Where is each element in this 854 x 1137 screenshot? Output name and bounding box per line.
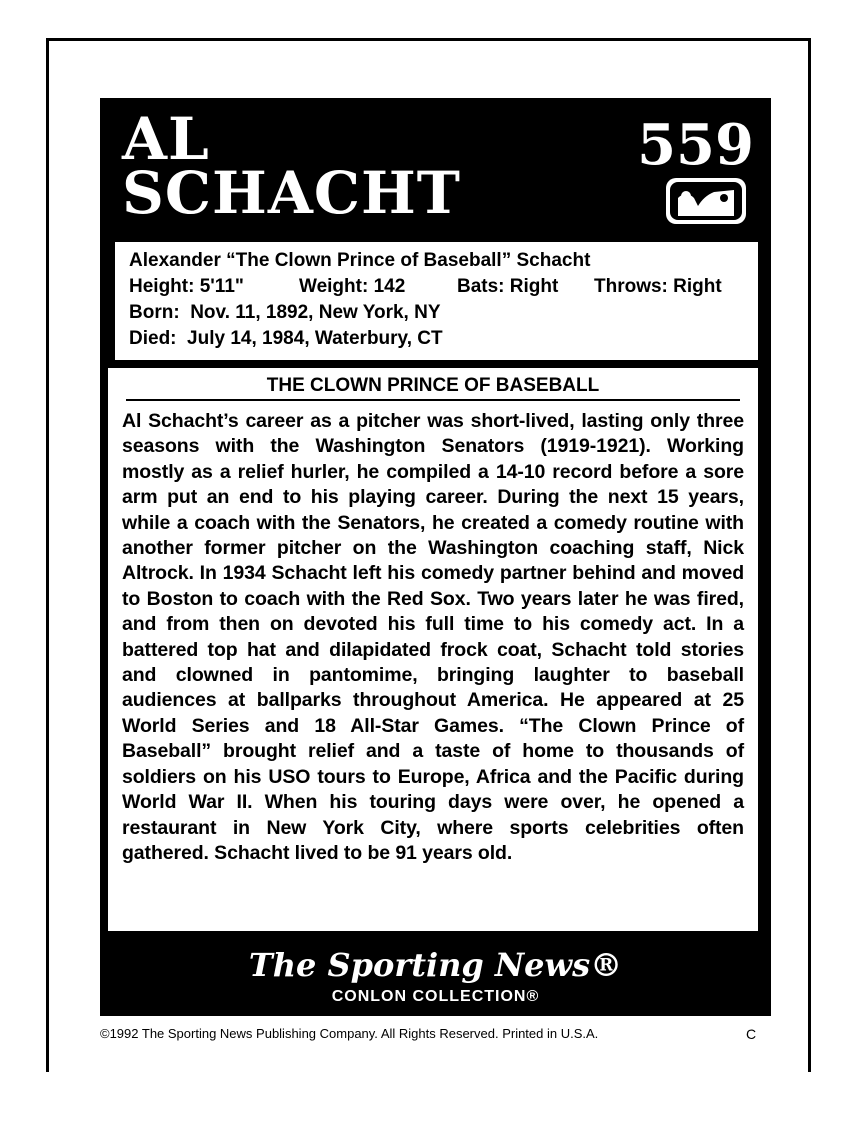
bio-born: Born: Nov. 11, 1892, New York, NY [129, 302, 441, 323]
bio-height: Height: 5'11" [129, 276, 244, 297]
bio-bats: Bats: Right [457, 276, 559, 297]
bio-stats [129, 274, 744, 300]
player-name [122, 105, 461, 227]
player-first-name: AL [122, 105, 210, 173]
story-body: Al Schacht’s career as a pitcher was short-lived, lasting only three seasons with the Washington Senators (1919-1921). Working mostly as a relief hurler, he compiled a 14-10 record before a sore arm put an end to his playing career. During the next 15 years, while a coach with the Senators, he created a comedy routine with another former pitcher on the Washington coaching staff, Nick Altrock. In 1934 Schacht left his comedy partner behind and moved to Boston to coach with the Red Sox. Two years later he was fired, and from then on devoted his full time to his comedy act. In a battered top hat and dilapidated frock coat, Schacht told stories and clowned in pantomime, bringing laughter to baseball audiences at ballparks throughout America. He appeared at 25 World Series and 18 All-Star Games. “The Clown Prince of Baseball” brought relief and a taste of home to thousands of soldiers on his USO tours to Europe, Africa and the Pacific during World War II. When his touring days were over, he opened a restaurant in New York City, where sports celebrities often gathered. Schacht lived to be 91 years old. [122, 410, 744, 864]
story-title: THE CLOWN PRINCE OF BASEBALL [126, 374, 740, 401]
bio-died: Died: July 14, 1984, Waterbury, CT [129, 328, 443, 349]
card-number: 559 [637, 112, 754, 178]
bio-full-name: Alexander “The Clown Prince of Baseball” Schacht [129, 250, 591, 271]
bio-throws: Throws: Right [594, 276, 722, 297]
mlb-logo-icon [664, 176, 748, 226]
copyright-line: ©1992 The Sporting News Publishing Company. All Rights Reserved. Printed in U.S.A. [100, 1026, 599, 1041]
story-box [108, 368, 758, 931]
player-last-name: SCHACHT [122, 159, 461, 227]
card-code: C [746, 1026, 757, 1042]
bio-box [115, 242, 758, 360]
conlon-collection-label: CONLON COLLECTION® [331, 988, 540, 1005]
sporting-news-logo: The Sporting News® [248, 946, 623, 984]
bio-weight: Weight: 142 [299, 276, 406, 297]
